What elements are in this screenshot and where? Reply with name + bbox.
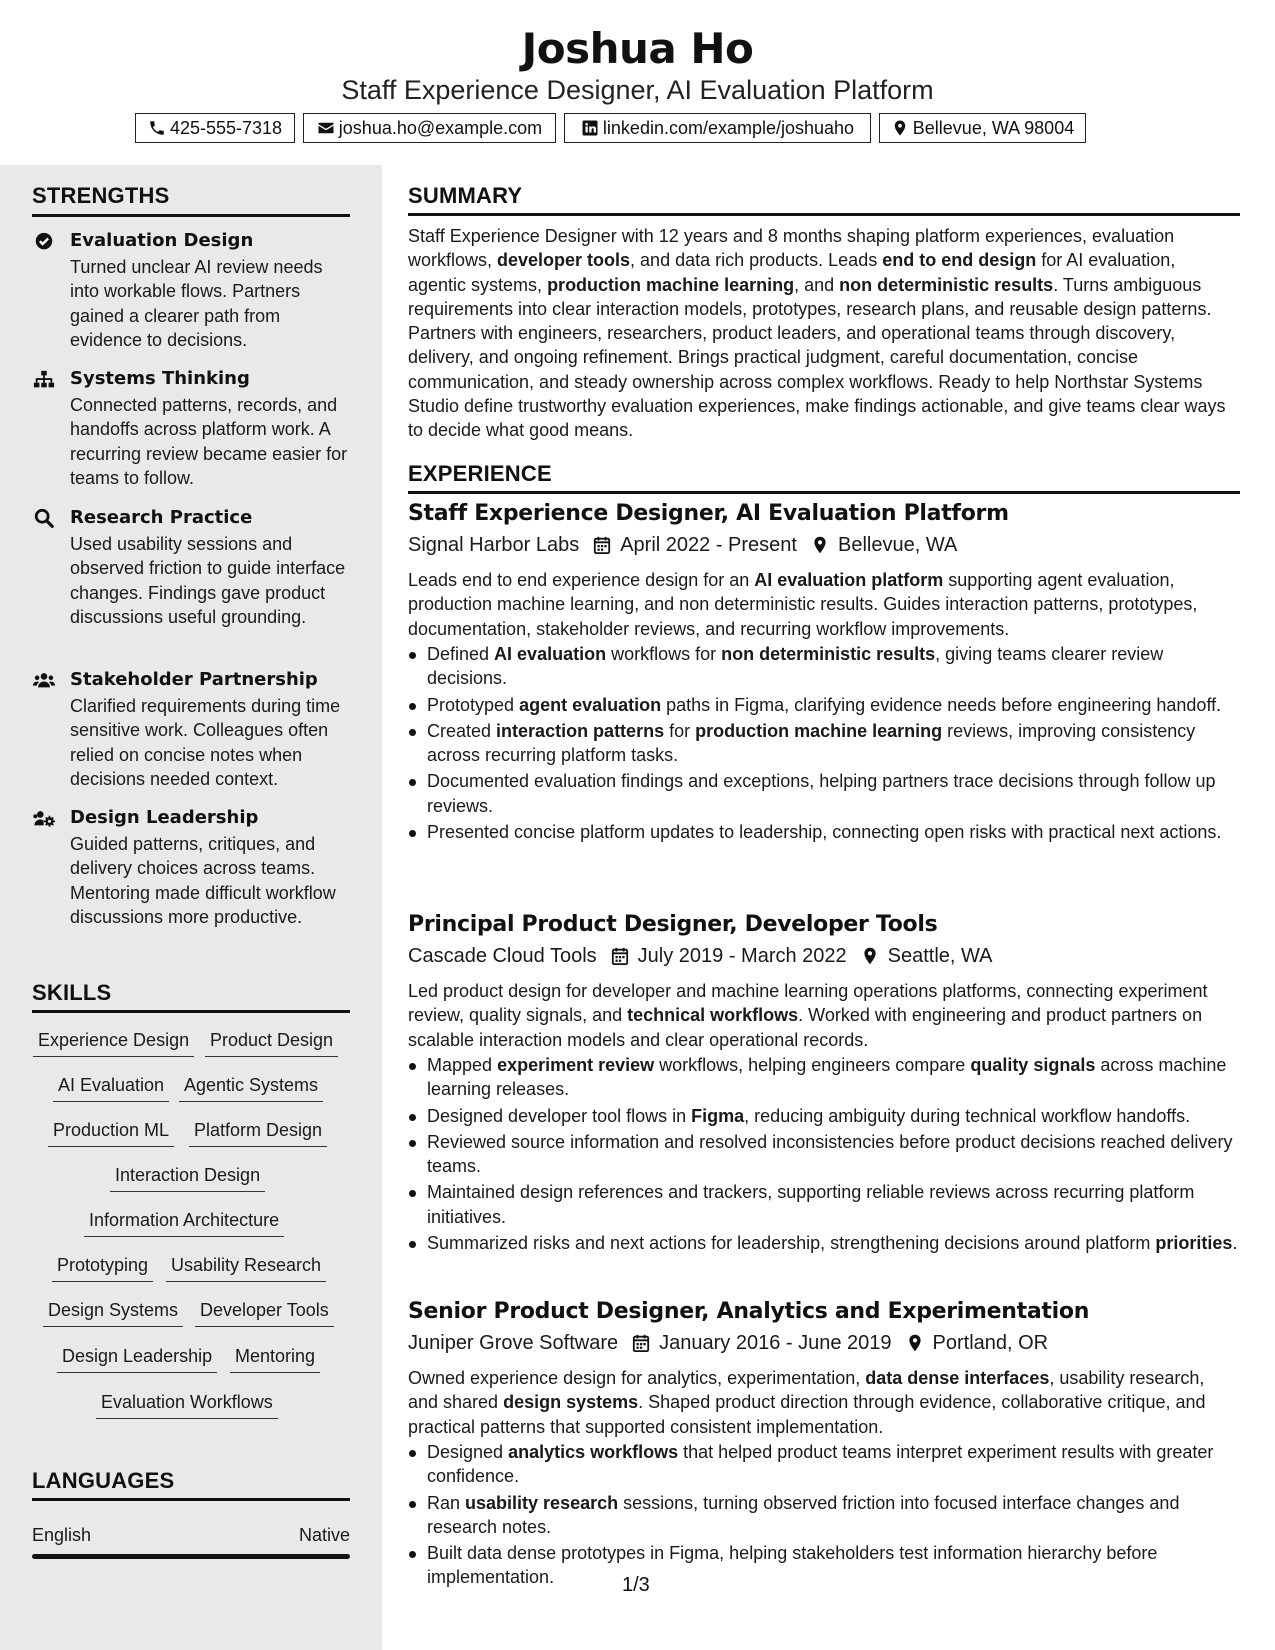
skill-tag: Developer Tools: [195, 1298, 334, 1327]
strength-title: Research Practice: [70, 507, 253, 528]
job-description: [408, 979, 1238, 1052]
job-description-text: supporting agent evaluation, production machine learning, and non deterministic results. Guides interaction patterns, prototypes, documentation, stakeholder reviews, and recurring workflow improvements.: [408, 570, 1198, 639]
experience-heading: EXPERIENCE: [408, 461, 552, 486]
bullet-text: Maintained design references and trackers, supporting reliable reviews across recurring platform initiatives.: [427, 1182, 1195, 1227]
map-marker-icon: [811, 535, 829, 555]
bullet-text: that helped product teams interpret experiment results with greater confidence.: [427, 1442, 1214, 1487]
job-meta: [408, 1330, 1048, 1356]
bullet-text: .: [1232, 1233, 1238, 1254]
summary-text: Staff Experience Designer with 12 years and 8 months shaping platform experiences, evaluation workflows,: [408, 226, 1175, 271]
languages-heading: LANGUAGES: [32, 1468, 175, 1493]
skills-rule: [32, 1010, 350, 1013]
contact-phone[interactable]: [135, 113, 295, 143]
bullet-item: [408, 1130, 1238, 1179]
location-text: Bellevue, WA 98004: [912, 117, 1075, 138]
skill-tag: Evaluation Workflows: [96, 1390, 278, 1419]
bullet-emphasis: Figma: [691, 1105, 745, 1126]
bullet-text: Documented evaluation findings and exceptions, helping partners trace decisions through follow up reviews.: [427, 771, 1216, 816]
bullet-emphasis: analytics workflows: [508, 1442, 679, 1462]
strength-title: Design Leadership: [70, 807, 259, 828]
linkedin-text: linkedin.com/example/joshuaho: [602, 117, 855, 138]
strength-title: Stakeholder Partnership: [70, 669, 318, 690]
bullet-text: Ran: [427, 1492, 466, 1513]
search-icon: [32, 508, 56, 530]
job-title: Senior Product Designer, Analytics and Experimentation: [408, 1299, 1090, 1324]
calendar-icon: [593, 535, 611, 555]
job-company: Juniper Grove Software: [408, 1331, 619, 1354]
skill-tag: Mentoring: [230, 1344, 320, 1373]
contact-linkedin[interactable]: [564, 113, 871, 143]
job-description-text: , usability research, and shared: [408, 1368, 1205, 1413]
job-description-text: . Worked with engineering and product partners on scalable interaction models and clear operational records.: [408, 1005, 1203, 1050]
bullet-emphasis: production machine learning: [695, 720, 943, 741]
linkedin-icon: [581, 119, 599, 137]
job-meta: [408, 532, 957, 558]
skill-tag: AI Evaluation: [53, 1073, 169, 1102]
bullet-emphasis: usability research: [465, 1492, 619, 1513]
bullet-emphasis: quality signals: [970, 1055, 1096, 1075]
calendar-icon: [611, 946, 629, 966]
job-company: Cascade Cloud Tools: [408, 944, 597, 967]
strength-desc: Turned unclear AI review needs into workable flows. Partners gained a clearer path from evidence to decisions.: [70, 257, 323, 350]
job-title: Staff Experience Designer, AI Evaluation Platform: [408, 501, 1009, 526]
job-description-emphasis: technical workflows: [627, 1005, 799, 1026]
summary-text: [408, 224, 1238, 443]
bullet-text: Prototyped: [427, 694, 520, 715]
bullet-text: paths in Figma, clarifying evidence needs before engineering handoff.: [661, 694, 1222, 715]
bullet-text: Designed developer tool flows in: [427, 1105, 692, 1126]
candidate-name: Joshua Ho: [521, 24, 754, 73]
bullet-text: Summarized risks and next actions for leadership, strengthening decisions around platform: [427, 1233, 1156, 1254]
summary-emphasis: non deterministic results: [839, 274, 1054, 295]
phone-text: 425-555-7318: [169, 117, 283, 138]
skill-tag: Platform Design: [189, 1118, 327, 1147]
job-description-emphasis: data dense interfaces: [865, 1368, 1050, 1388]
bullet-emphasis: experiment review: [497, 1055, 655, 1075]
job-description: [408, 568, 1238, 641]
bullet-emphasis: agent evaluation: [519, 694, 662, 715]
job-company: Signal Harbor Labs: [408, 533, 580, 556]
bullet-text: workflows for: [606, 644, 722, 664]
job-title: Principal Product Designer, Developer Tools: [408, 912, 938, 937]
email-text: joshua.ho@example.com: [338, 117, 543, 138]
bullet-item: [408, 769, 1238, 818]
job-description-text: . Shaped product direction through evidence, collaborative critique, and practical patterns that supported consistent implementation.: [408, 1392, 1206, 1437]
map-marker-icon: [861, 946, 879, 966]
bullet-text: workflows, helping engineers compare: [654, 1055, 971, 1075]
phone-icon: [148, 119, 166, 137]
check-circle-icon: [32, 231, 56, 253]
experience-rule: [408, 491, 1240, 494]
contact-location: [879, 113, 1086, 143]
languages-rule: [32, 1498, 350, 1501]
skill-tag: Information Architecture: [84, 1208, 284, 1237]
bullet-emphasis: non deterministic results: [721, 644, 936, 664]
summary-heading: SUMMARY: [408, 183, 523, 208]
job-description-text: Owned experience design for analytics, experimentation,: [408, 1368, 866, 1388]
bullet-item: [408, 693, 1238, 717]
job-meta: [408, 943, 993, 969]
bullet-text: Built data dense prototypes in Figma, helping stakeholders test information hierarchy before implementation.: [427, 1543, 1158, 1588]
bullet-text: reviews, improving consistency across recurring platform tasks.: [427, 720, 1196, 766]
skill-tag: Prototyping: [52, 1253, 153, 1282]
language-proficiency-bar: [32, 1554, 350, 1559]
contact-email[interactable]: [303, 113, 556, 143]
users-cog-icon: [32, 808, 56, 830]
skill-tag: Design Systems: [43, 1298, 183, 1327]
candidate-role: Staff Experience Designer, AI Evaluation Platform: [341, 75, 934, 105]
bullet-item: [408, 820, 1238, 844]
skill-tag: Product Design: [205, 1028, 338, 1057]
bullet-text: Mapped: [427, 1055, 498, 1075]
sitemap-icon: [32, 369, 56, 391]
bullet-text: for: [664, 720, 696, 741]
strengths-heading: STRENGTHS: [32, 183, 170, 208]
bullet-item: [408, 1541, 1238, 1590]
skill-tag: Production ML: [48, 1118, 174, 1147]
language-name: English: [32, 1525, 92, 1545]
strength-desc: Guided patterns, critiques, and delivery choices across teams. Mentoring made difficult workflow discussions more productive.: [70, 834, 336, 927]
job-description-emphasis: design systems: [503, 1392, 639, 1413]
bullet-emphasis: AI evaluation: [494, 644, 607, 664]
job-description: [408, 1366, 1238, 1439]
skill-tag: Experience Design: [33, 1028, 194, 1057]
bullet-item: [408, 1053, 1238, 1102]
skill-tag: Agentic Systems: [179, 1073, 323, 1102]
job-location: Bellevue, WA: [837, 533, 958, 556]
bullet-item: [408, 1180, 1238, 1229]
bullet-item: [408, 1491, 1238, 1540]
strength-desc: Clarified requirements during time sensitive work. Colleagues often relied on concise notes when decisions needed context.: [70, 696, 341, 789]
summary-text: for AI evaluation, agentic systems,: [408, 250, 1176, 295]
calendar-icon: [632, 1333, 650, 1353]
bullet-emphasis: interaction patterns: [496, 720, 665, 741]
map-marker-icon: [906, 1333, 924, 1353]
resume-header: [0, 0, 1275, 165]
skills-heading: SKILLS: [32, 980, 112, 1005]
language-level: Native: [298, 1525, 350, 1545]
summary-text: , and data rich products. Leads: [630, 250, 883, 271]
bullet-item: [408, 1440, 1238, 1489]
strength-desc: Used usability sessions and observed friction to guide interface changes. Findings gave product discussions useful grounding.: [70, 534, 346, 627]
strengths-rule: [32, 214, 350, 217]
users-icon: [32, 670, 56, 692]
strength-desc: Connected patterns, records, and handoffs across platform work. A recurring review became easier for teams to follow.: [70, 395, 348, 488]
summary-text: , and: [794, 274, 840, 295]
job-description-text: Leads end to end experience design for an: [408, 570, 755, 590]
job-dates: April 2022 - Present: [620, 533, 797, 556]
skill-tag: Interaction Design: [110, 1163, 265, 1192]
job-dates: January 2016 - June 2019: [659, 1331, 892, 1354]
bullet-text: Designed: [427, 1442, 509, 1462]
job-description-text: Led product design for developer and machine learning operations platforms, connecting experiment review, quality signals, and: [408, 981, 1208, 1026]
bullet-text: Presented concise platform updates to leadership, connecting open risks with practical next actions.: [427, 822, 1222, 843]
job-location: Portland, OR: [932, 1331, 1049, 1354]
job-bullets: [408, 1440, 1238, 1592]
envelope-icon: [317, 119, 335, 137]
summary-emphasis: developer tools: [497, 250, 631, 271]
summary-emphasis: end to end design: [882, 250, 1037, 271]
summary-rule: [408, 213, 1240, 216]
summary-text: . Turns ambiguous requirements into clear interaction models, prototypes, research plans, and reusable design patterns. Partners with engineers, researchers, product leaders, and operational teams through discovery, delivery, and ongoing refinement. Brings practical judgment, careful documentation, concise communication, and steady ownership across complex workflows. Ready to help Northstar Systems Studio define trustworthy evaluation experiences, make findings actionable, and give teams clear ways to decide what good means.: [408, 274, 1226, 441]
job-description-emphasis: AI evaluation platform: [754, 570, 944, 590]
bullet-item: [408, 1104, 1238, 1128]
bullet-text: Created: [427, 720, 497, 741]
job-location: Seattle, WA: [887, 944, 993, 967]
job-dates: July 2019 - March 2022: [637, 944, 847, 967]
bullet-emphasis: priorities: [1155, 1233, 1233, 1254]
page-number: 1/3: [622, 1574, 650, 1596]
bullet-text: , giving teams clearer review decisions.: [427, 644, 1164, 689]
bullet-item: [408, 1231, 1238, 1255]
strength-title: Systems Thinking: [70, 368, 250, 389]
job-bullets: [408, 642, 1238, 846]
bullet-text: , reducing ambiguity during technical workflow handoffs.: [744, 1105, 1191, 1126]
bullet-item: [408, 642, 1238, 691]
bullet-text: sessions, turning observed friction into focused interface changes and research notes.: [427, 1492, 1180, 1537]
map-marker-icon: [891, 119, 909, 137]
strength-title: Evaluation Design: [70, 230, 254, 251]
summary-emphasis: production machine learning: [547, 274, 795, 295]
bullet-text: Defined: [427, 644, 495, 664]
job-bullets: [408, 1053, 1238, 1257]
skill-tag: Usability Research: [166, 1253, 326, 1282]
bullet-text: across machine learning releases.: [427, 1055, 1227, 1100]
bullet-item: [408, 719, 1238, 768]
bullet-text: Reviewed source information and resolved inconsistencies before product decisions reached delivery teams.: [427, 1131, 1233, 1177]
skill-tag: Design Leadership: [57, 1344, 217, 1373]
